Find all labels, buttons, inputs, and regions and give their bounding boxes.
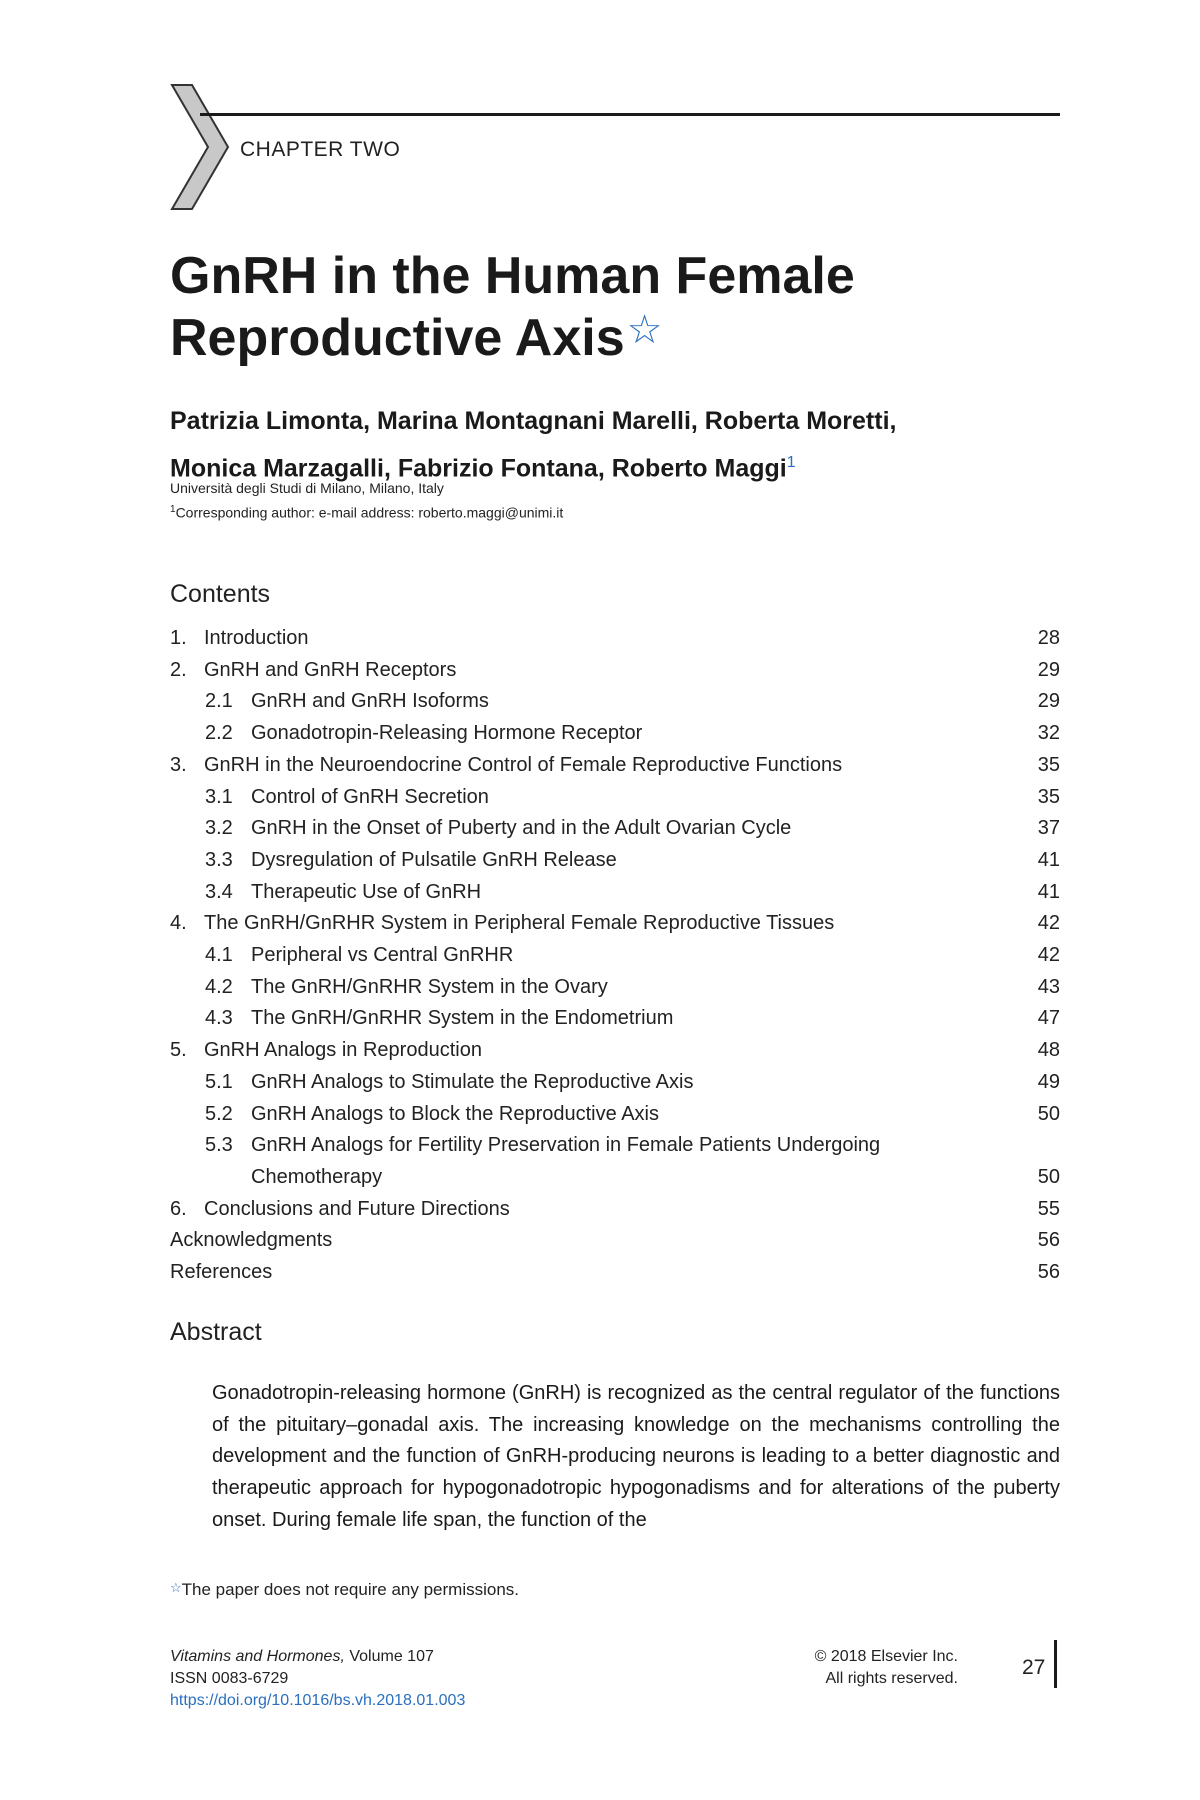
journal-name: Vitamins and Hormones, — [170, 1648, 345, 1665]
toc-item[interactable] — [170, 1067, 1060, 1099]
toc-item[interactable] — [170, 1194, 1060, 1226]
toc-number: 3.3 — [205, 848, 233, 871]
toc-item[interactable] — [170, 972, 1060, 1004]
toc-page: 56 — [1037, 1261, 1060, 1284]
toc-title: Conclusions and Future Directions — [204, 1197, 510, 1220]
toc-item[interactable] — [170, 908, 1060, 940]
toc-item[interactable] — [170, 655, 1060, 687]
toc-item[interactable] — [170, 750, 1060, 782]
contents-heading: Contents — [170, 580, 271, 608]
toc-title: Introduction — [204, 627, 309, 649]
corresponding-marker[interactable]: 1 — [786, 454, 796, 471]
abstract-heading: Abstract — [170, 1318, 262, 1346]
toc-page: 56 — [1037, 1229, 1060, 1252]
toc-number: 3. — [170, 753, 187, 776]
toc-title: GnRH Analogs to Block the Reproductive Axis — [251, 1102, 659, 1125]
toc-title: GnRH Analogs for Fertility Preservation in Female Patients Undergoing Chemotherapy — [251, 1134, 881, 1188]
toc-number: 4.2 — [205, 975, 233, 998]
header-rule — [200, 113, 1060, 116]
copyright: © 2018 Elsevier Inc. — [814, 1648, 958, 1665]
institution: Università degli Studi di Milano, Milano, Italy — [170, 480, 444, 496]
toc-title: References — [170, 1261, 273, 1284]
issn: ISSN 0083-6729 — [170, 1670, 289, 1687]
toc-page: 29 — [1037, 690, 1060, 713]
toc-page: 35 — [1037, 753, 1060, 776]
corresponding-author-text: Corresponding author: e-mail address: roberto.maggi@unimi.it — [175, 504, 564, 521]
chapter-chevron-icon — [170, 83, 230, 211]
toc-title: Acknowledgments — [170, 1229, 333, 1252]
footnote-text: The paper does not require any permissions. — [181, 1580, 520, 1599]
toc-number: 3.4 — [205, 880, 233, 903]
toc-title: GnRH and GnRH Isoforms — [251, 690, 489, 713]
toc-title: Therapeutic Use of GnRH — [251, 880, 482, 903]
toc-title: The GnRH/GnRHR System in Peripheral Female Reproductive Tissues — [204, 912, 835, 935]
toc-page: 41 — [1037, 880, 1060, 903]
chapter-label: CHAPTER TWO — [240, 138, 401, 161]
toc-title: GnRH and GnRH Receptors — [204, 658, 457, 681]
title-footnote — [170, 1580, 519, 1600]
toc-item[interactable] — [170, 1003, 1060, 1035]
journal-line — [170, 1646, 465, 1668]
toc-item[interactable] — [170, 877, 1060, 909]
toc-item[interactable] — [170, 1257, 1060, 1289]
footnote-star-icon: ☆ — [170, 1580, 182, 1595]
toc-item[interactable] — [170, 782, 1060, 814]
toc-item[interactable] — [170, 940, 1060, 972]
toc-item[interactable] — [170, 718, 1060, 750]
toc-title: GnRH Analogs in Reproduction — [204, 1039, 482, 1062]
toc-number: 4.3 — [205, 1007, 233, 1030]
toc-page: 50 — [1037, 1102, 1060, 1125]
toc-item[interactable] — [170, 1099, 1060, 1131]
toc-item[interactable] — [170, 1035, 1060, 1067]
toc-number: 4.1 — [205, 944, 233, 967]
toc-page: 37 — [1037, 817, 1060, 840]
toc-number: 5.1 — [205, 1070, 233, 1093]
article-title — [170, 245, 1070, 369]
toc-title: GnRH Analogs to Stimulate the Reproductive Axis — [251, 1070, 694, 1093]
toc-item[interactable] — [170, 813, 1060, 845]
journal-volume: Volume 107 — [344, 1648, 434, 1665]
toc-number: 5.2 — [205, 1102, 233, 1125]
toc-number: 2.1 — [205, 690, 233, 713]
toc-title: GnRH in the Neuroendocrine Control of Female Reproductive Functions — [204, 753, 843, 776]
toc-number: 5.3 — [205, 1134, 233, 1157]
star-footnote-icon[interactable]: ☆ — [626, 308, 663, 352]
toc-number: 2.2 — [205, 722, 233, 745]
toc-page: 47 — [1037, 1007, 1060, 1030]
toc-title: Dysregulation of Pulsatile GnRH Release — [251, 848, 617, 871]
abstract-text: Gonadotropin-releasing hormone (GnRH) is recognized as the central regulator of the functions of the pituitary–gonadal axis. The increasing knowledge on the mechanisms controlling the development and the function of GnRH-producing neurons is leading to a better diagnostic and therapeutic approach for hypogonadotropic hypogonadisms and for alterations of the puberty onset. During female life span, the function of the — [212, 1382, 1060, 1531]
toc-title: Peripheral vs Central GnRHR — [251, 944, 514, 967]
corresponding-author — [170, 499, 563, 524]
toc-title: Control of GnRH Secretion — [251, 785, 489, 808]
title-line-2-text: Reproductive Axis — [170, 309, 625, 367]
toc-item[interactable] — [170, 623, 1060, 655]
toc-page: 41 — [1037, 848, 1060, 871]
toc-title: Gonadotropin-Releasing Hormone Receptor — [251, 722, 643, 745]
title-line-1: GnRH in the Human Female — [170, 247, 855, 305]
toc-title: The GnRH/GnRHR System in the Ovary — [251, 975, 608, 998]
affiliation — [170, 478, 563, 524]
authors-line-1: Patrizia Limonta, Marina Montagnani Marelli, Roberta Moretti, — [170, 407, 897, 435]
page-number-rule — [1054, 1640, 1057, 1688]
toc-number: 3.2 — [205, 817, 233, 840]
journal-info — [170, 1646, 465, 1712]
authors-line-2-text: Monica Marzagalli, Fabrizio Fontana, Roberto Maggi — [170, 454, 787, 483]
author-list — [170, 400, 1070, 489]
page-number: 27 — [1022, 1656, 1046, 1679]
toc-number: 6. — [170, 1197, 187, 1220]
toc-title: GnRH in the Onset of Puberty and in the Adult Ovarian Cycle — [251, 817, 792, 840]
toc-page: 29 — [1037, 658, 1060, 681]
toc-page: 43 — [1037, 975, 1060, 998]
table-of-contents — [170, 623, 1060, 1289]
toc-item[interactable] — [170, 686, 1060, 718]
toc-page: 42 — [1037, 912, 1060, 935]
corresponding-author-marker: 1 — [170, 504, 176, 515]
toc-page: 42 — [1037, 944, 1060, 967]
toc-item[interactable] — [170, 1130, 1060, 1193]
toc-number: 5. — [170, 1039, 187, 1062]
rights: All rights reserved. — [825, 1670, 958, 1687]
toc-item[interactable] — [170, 1225, 1060, 1257]
toc-page: 49 — [1037, 1070, 1060, 1093]
toc-item[interactable] — [170, 845, 1060, 877]
title-line-2 — [170, 307, 1070, 369]
toc-page: 50 — [1037, 1165, 1060, 1188]
toc-number: 3.1 — [205, 785, 233, 808]
toc-page: 32 — [1037, 722, 1060, 745]
toc-number: 1. — [170, 627, 187, 649]
toc-page: 48 — [1037, 1039, 1060, 1062]
toc-number: 4. — [170, 912, 187, 935]
toc-page: 28 — [1037, 627, 1060, 649]
toc-number: 2. — [170, 658, 187, 681]
toc-page: 35 — [1037, 785, 1060, 808]
copyright-info — [760, 1646, 958, 1690]
toc-title: The GnRH/GnRHR System in the Endometrium — [251, 1007, 674, 1030]
doi-link[interactable]: https://doi.org/10.1016/bs.vh.2018.01.003 — [170, 1692, 466, 1709]
toc-page: 55 — [1037, 1197, 1060, 1220]
